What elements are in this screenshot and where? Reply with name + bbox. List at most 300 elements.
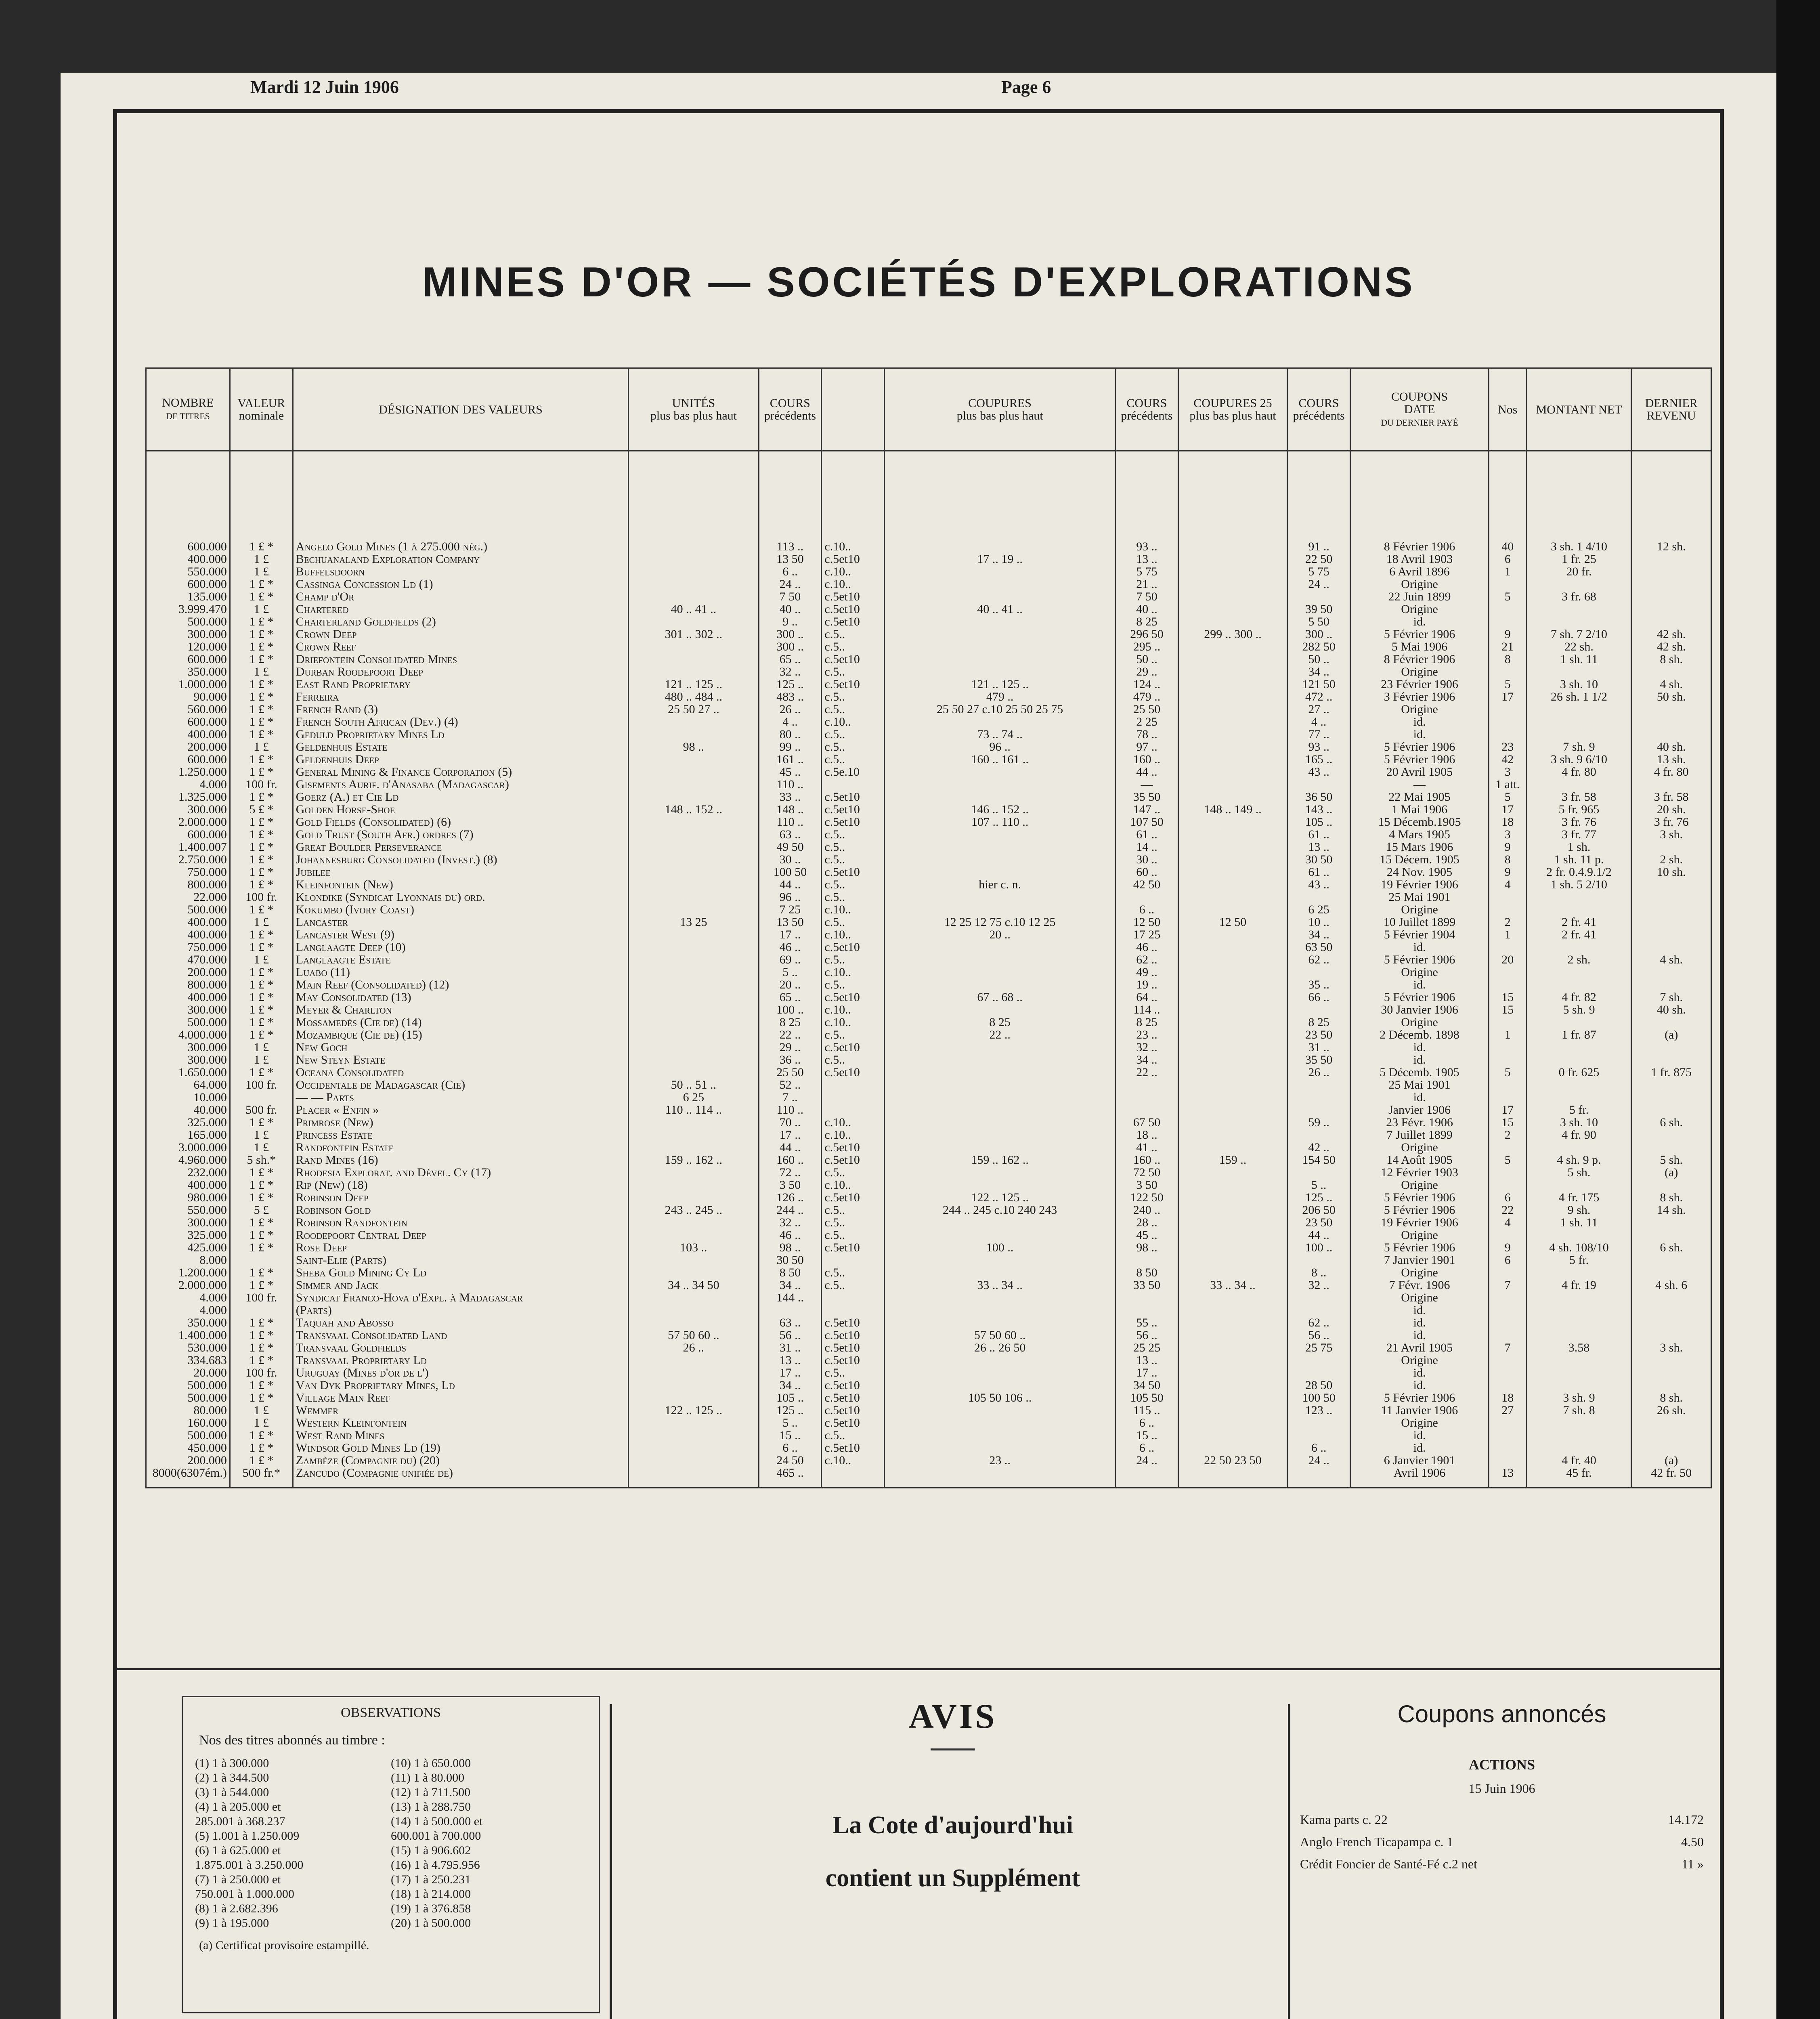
cell-montant xyxy=(1526,603,1631,615)
cell-date: id. xyxy=(1350,1054,1489,1066)
cell-type: c.5et10 xyxy=(822,615,885,628)
cell-montant xyxy=(1526,728,1631,741)
cell-unites xyxy=(629,1028,759,1041)
cell-coupures25 xyxy=(1178,678,1287,690)
cell-type: c.5.. xyxy=(822,690,885,703)
cell-date: 18 Avril 1903 xyxy=(1350,553,1489,565)
coupons-date: 15 Juin 1906 xyxy=(1468,1781,1535,1796)
cell-nombre: 8000(6307ém.) xyxy=(146,1467,230,1479)
cell-coupures xyxy=(885,1366,1115,1379)
cell-type: c.5et10 xyxy=(822,1141,885,1154)
table-row xyxy=(146,1254,1711,1266)
observation-line: (5) 1.001 à 1.250.009 xyxy=(195,1829,300,1843)
cell-nombre: 232.000 xyxy=(146,1166,230,1179)
binder-edge xyxy=(1776,0,1820,2019)
cell-valeur: 1 £ * xyxy=(230,978,293,991)
cell-montant: 7 sh. 7 2/10 xyxy=(1526,628,1631,640)
cell-designation: Randfontein Estate xyxy=(293,1141,629,1154)
cell-coupures xyxy=(885,1129,1115,1141)
cell-nombre: 22.000 xyxy=(146,891,230,903)
cell-type: c.5et10 xyxy=(822,941,885,953)
cell-designation: Sheba Gold Mining Cy Ld xyxy=(293,1266,629,1279)
cell-coupures xyxy=(885,1003,1115,1016)
table-row xyxy=(146,1003,1711,1016)
cell-revenu xyxy=(1631,1316,1711,1329)
cell-cours-3 xyxy=(1287,1467,1350,1479)
cell-cours-3: 23 50 xyxy=(1287,1028,1350,1041)
cell-cours-2: 6 .. xyxy=(1115,1442,1178,1454)
cell-nombre: 300.000 xyxy=(146,803,230,816)
cell-coupures: 73 .. 74 .. xyxy=(885,728,1115,741)
cell-montant: 3.58 xyxy=(1526,1341,1631,1354)
cell-coupures25 xyxy=(1178,1003,1287,1016)
cell-revenu: 6 sh. xyxy=(1631,1241,1711,1254)
cell-montant xyxy=(1526,1291,1631,1304)
cell-date: 23 Février 1906 xyxy=(1350,678,1489,690)
cell-coupures xyxy=(885,941,1115,953)
cell-revenu xyxy=(1631,1041,1711,1054)
cell-designation: (Parts) xyxy=(293,1304,629,1316)
cell-designation: Gold Fields (Consolidated) (6) xyxy=(293,816,629,828)
cell-nombre: 470.000 xyxy=(146,953,230,966)
cell-coupures25 xyxy=(1178,1241,1287,1254)
cell-cours-3: 123 .. xyxy=(1287,1404,1350,1417)
cell-cours-3: 91 .. xyxy=(1287,540,1350,553)
observation-line: 600.001 à 700.000 xyxy=(391,1829,481,1843)
observation-line: (13) 1 à 288.750 xyxy=(391,1800,471,1813)
cell-montant: 2 fr. 41 xyxy=(1526,928,1631,941)
cell-type: c.5.. xyxy=(822,1266,885,1279)
table-row xyxy=(146,1141,1711,1154)
cell-coupures25 xyxy=(1178,553,1287,565)
cell-cours-2: 8 50 xyxy=(1115,1266,1178,1279)
cell-revenu xyxy=(1631,1016,1711,1028)
cell-valeur xyxy=(230,1304,293,1316)
cell-numero xyxy=(1489,1304,1527,1316)
observation-line: (19) 1 à 376.858 xyxy=(391,1902,471,1915)
col-nombre: NOMBRE DE TITRES xyxy=(146,368,230,451)
cell-nombre: 600.000 xyxy=(146,828,230,841)
cell-nombre: 200.000 xyxy=(146,741,230,753)
cell-coupures xyxy=(885,628,1115,640)
cell-cours-3 xyxy=(1287,1129,1350,1141)
cell-coupures: 122 .. 125 .. xyxy=(885,1191,1115,1204)
cell-type: c.5et10 xyxy=(822,1154,885,1166)
cell-montant xyxy=(1526,1366,1631,1379)
cell-type: c.5.. xyxy=(822,1366,885,1379)
cell-unites xyxy=(629,1442,759,1454)
cell-cours: 99 .. xyxy=(759,741,822,753)
cell-date: 3 Février 1906 xyxy=(1350,690,1489,703)
cell-cours-2: 124 .. xyxy=(1115,678,1178,690)
cell-coupures xyxy=(885,1216,1115,1229)
cell-revenu xyxy=(1631,1329,1711,1341)
observations-left xyxy=(195,1756,391,1931)
observation-line: (14) 1 à 500.000 et xyxy=(391,1815,483,1828)
table-row xyxy=(146,1366,1711,1379)
cell-coupures25 xyxy=(1178,1391,1287,1404)
cell-nombre: 600.000 xyxy=(146,653,230,665)
cell-type: c.5et10 xyxy=(822,1341,885,1354)
cell-coupures xyxy=(885,1141,1115,1154)
cell-designation: Oceana Consolidated xyxy=(293,1066,629,1079)
cell-cours-2: 42 50 xyxy=(1115,878,1178,891)
cell-date: Origine xyxy=(1350,1179,1489,1191)
cell-valeur: 1 £ * xyxy=(230,540,293,553)
cell-designation: Primrose (New) xyxy=(293,1116,629,1129)
cell-revenu: (a) xyxy=(1631,1028,1711,1041)
cell-cours: 36 .. xyxy=(759,1054,822,1066)
cell-coupures25 xyxy=(1178,903,1287,916)
cell-numero xyxy=(1489,1054,1527,1066)
coupon-item xyxy=(1300,1857,1704,1872)
cell-numero: 8 xyxy=(1489,853,1527,866)
cell-cours: 160 .. xyxy=(759,1154,822,1166)
cell-unites xyxy=(629,853,759,866)
cell-cours-3: 6 25 xyxy=(1287,903,1350,916)
cell-cours-3: 24 .. xyxy=(1287,578,1350,590)
cell-designation: Charterland Goldfields (2) xyxy=(293,615,629,628)
cell-coupures25 xyxy=(1178,1417,1287,1429)
cell-montant xyxy=(1526,1379,1631,1391)
cell-cours: 96 .. xyxy=(759,891,822,903)
cell-unites xyxy=(629,1016,759,1028)
cell-revenu: 40 sh. xyxy=(1631,741,1711,753)
cell-coupures xyxy=(885,1417,1115,1429)
cell-revenu xyxy=(1631,1091,1711,1104)
cell-date: 11 Janvier 1906 xyxy=(1350,1404,1489,1417)
col-cours-2: COURS précédents xyxy=(1115,368,1178,451)
cell-coupures xyxy=(885,853,1115,866)
cell-montant: 1 fr. 87 xyxy=(1526,1028,1631,1041)
cell-numero: 5 xyxy=(1489,1066,1527,1079)
cell-designation: Buffelsdoorn xyxy=(293,565,629,578)
table-row xyxy=(146,1041,1711,1054)
cell-type: c.5.. xyxy=(822,665,885,678)
cell-date: id. xyxy=(1350,1442,1489,1454)
cell-revenu xyxy=(1631,903,1711,916)
cell-type: c.5.. xyxy=(822,640,885,653)
cell-cours-3: 28 50 xyxy=(1287,1379,1350,1391)
col-cours: COURS précédents xyxy=(759,368,822,451)
cell-cours-3 xyxy=(1287,1304,1350,1316)
cell-coupures xyxy=(885,1467,1115,1479)
cell-cours-2: 25 50 xyxy=(1115,703,1178,716)
cell-unites xyxy=(629,1041,759,1054)
cell-numero xyxy=(1489,1079,1527,1091)
cell-valeur: 1 £ xyxy=(230,916,293,928)
cell-designation: Rose Deep xyxy=(293,1241,629,1254)
cell-nombre: 1.325.000 xyxy=(146,791,230,803)
cell-type: c.5et10 xyxy=(822,553,885,565)
cell-valeur: 1 £ xyxy=(230,665,293,678)
cell-montant: 1 sh. 5 2/10 xyxy=(1526,878,1631,891)
cell-valeur: 1 £ * xyxy=(230,678,293,690)
cell-nombre: 560.000 xyxy=(146,703,230,716)
table-row xyxy=(146,1066,1711,1079)
cell-numero: 15 xyxy=(1489,991,1527,1003)
cell-cours: 63 .. xyxy=(759,828,822,841)
cell-cours: 110 .. xyxy=(759,1104,822,1116)
cell-revenu: 4 sh. xyxy=(1631,953,1711,966)
cell-coupures25 xyxy=(1178,953,1287,966)
cell-valeur: 1 £ xyxy=(230,603,293,615)
observation-line: (8) 1 à 2.682.396 xyxy=(195,1902,278,1915)
cell-numero: 7 xyxy=(1489,1279,1527,1291)
cell-nombre: 500.000 xyxy=(146,1391,230,1404)
cell-numero: 2 xyxy=(1489,1129,1527,1141)
cell-coupures25 xyxy=(1178,615,1287,628)
cell-valeur: 100 fr. xyxy=(230,1079,293,1091)
cell-numero: 5 xyxy=(1489,1154,1527,1166)
cell-cours-3: 105 .. xyxy=(1287,816,1350,828)
cell-type: c.5.. xyxy=(822,1166,885,1179)
cell-unites: 159 .. 162 .. xyxy=(629,1154,759,1166)
cell-nombre: 400.000 xyxy=(146,728,230,741)
cell-valeur xyxy=(230,1254,293,1266)
cell-cours-2: 34 50 xyxy=(1115,1379,1178,1391)
cell-designation: Main Reef (Consolidated) (12) xyxy=(293,978,629,991)
cell-date: 19 Février 1906 xyxy=(1350,1216,1489,1229)
cell-date: 20 Avril 1905 xyxy=(1350,766,1489,778)
coupon-item xyxy=(1300,1812,1704,1827)
cell-cours-3: 36 50 xyxy=(1287,791,1350,803)
cell-date: 7 Janvier 1901 xyxy=(1350,1254,1489,1266)
cell-revenu xyxy=(1631,1291,1711,1304)
cell-designation: Chartered xyxy=(293,603,629,615)
cell-date: Origine xyxy=(1350,703,1489,716)
col-designation: DÉSIGNATION DES VALEURS xyxy=(293,368,629,451)
table-row xyxy=(146,816,1711,828)
cell-designation: New Steyn Estate xyxy=(293,1054,629,1066)
cell-revenu: 4 sh. 6 xyxy=(1631,1279,1711,1291)
cell-nombre: 450.000 xyxy=(146,1442,230,1454)
cell-valeur: 1 £ * xyxy=(230,903,293,916)
cell-cours-3: 44 .. xyxy=(1287,1229,1350,1241)
cell-nombre: 2.000.000 xyxy=(146,816,230,828)
cell-valeur: 1 £ * xyxy=(230,991,293,1003)
cell-unites xyxy=(629,1304,759,1316)
table-row xyxy=(146,1016,1711,1028)
cell-cours-2: 19 .. xyxy=(1115,978,1178,991)
cell-numero: 4 xyxy=(1489,878,1527,891)
cell-cours-2: 12 50 xyxy=(1115,916,1178,928)
cell-cours-3: 143 .. xyxy=(1287,803,1350,816)
cell-unites xyxy=(629,1467,759,1479)
cell-cours-2: 44 .. xyxy=(1115,766,1178,778)
cell-unites xyxy=(629,1354,759,1366)
cell-date: id. xyxy=(1350,1041,1489,1054)
cell-coupures25 xyxy=(1178,1316,1287,1329)
cell-date: 25 Mai 1901 xyxy=(1350,1079,1489,1091)
cell-numero: 3 xyxy=(1489,828,1527,841)
page-title: MINES D'OR — SOCIÉTÉS D'EXPLORATIONS xyxy=(422,259,1415,306)
observation-line: (11) 1 à 80.000 xyxy=(391,1771,465,1784)
cell-unites xyxy=(629,578,759,590)
cell-coupures25 xyxy=(1178,1016,1287,1028)
cell-nombre: 200.000 xyxy=(146,1454,230,1467)
table-row xyxy=(146,690,1711,703)
cell-cours-2: 295 .. xyxy=(1115,640,1178,653)
cell-type: c.5et10 xyxy=(822,1241,885,1254)
cell-nombre: 4.000.000 xyxy=(146,1028,230,1041)
cell-numero xyxy=(1489,941,1527,953)
cell-valeur: 1 £ * xyxy=(230,1329,293,1341)
cell-cours-3: 59 .. xyxy=(1287,1116,1350,1129)
cell-cours: 30 50 xyxy=(759,1254,822,1266)
cell-type: c.10.. xyxy=(822,1454,885,1467)
coupons-section: ACTIONS xyxy=(1468,1757,1535,1773)
cell-montant: 26 sh. 1 1/2 xyxy=(1526,690,1631,703)
cell-coupures xyxy=(885,1442,1115,1454)
cell-numero: 17 xyxy=(1489,1104,1527,1116)
cell-cours-2: 13 .. xyxy=(1115,553,1178,565)
cell-cours-2: 14 .. xyxy=(1115,841,1178,853)
cell-numero xyxy=(1489,1179,1527,1191)
cell-designation: Cassinga Concession Ld (1) xyxy=(293,578,629,590)
cell-valeur: 1 £ * xyxy=(230,653,293,665)
cell-date: 7 Juillet 1899 xyxy=(1350,1129,1489,1141)
cell-cours: 32 .. xyxy=(759,665,822,678)
avis-notice xyxy=(622,1696,1284,1917)
cell-montant: 7 sh. 8 xyxy=(1526,1404,1631,1417)
cell-coupures25 xyxy=(1178,1216,1287,1229)
cell-coupures: 160 .. 161 .. xyxy=(885,753,1115,766)
cell-numero: 1 xyxy=(1489,928,1527,941)
cell-cours-2: 8 25 xyxy=(1115,1016,1178,1028)
cell-date: Janvier 1906 xyxy=(1350,1104,1489,1116)
cell-designation: Goerz (A.) et Cie Ld xyxy=(293,791,629,803)
cell-date: Origine xyxy=(1350,1141,1489,1154)
cell-cours-3: 8 25 xyxy=(1287,1016,1350,1028)
cell-coupures xyxy=(885,565,1115,578)
cell-cours-2: 160 .. xyxy=(1115,1154,1178,1166)
cell-cours-3: 23 50 xyxy=(1287,1216,1350,1229)
cell-cours: 52 .. xyxy=(759,1079,822,1091)
table-row xyxy=(146,791,1711,803)
cell-coupures25 xyxy=(1178,841,1287,853)
observations-box xyxy=(182,1696,600,2013)
cell-coupures xyxy=(885,1041,1115,1054)
col-revenu: DERNIER REVENU xyxy=(1631,368,1711,451)
cell-revenu: 26 sh. xyxy=(1631,1404,1711,1417)
cell-cours-3: 472 .. xyxy=(1287,690,1350,703)
cell-cours: 44 .. xyxy=(759,878,822,891)
cell-valeur: 1 £ xyxy=(230,565,293,578)
cell-type: c.5et10 xyxy=(822,1316,885,1329)
cell-revenu: 8 sh. xyxy=(1631,1391,1711,1404)
cell-coupures25 xyxy=(1178,1079,1287,1091)
cell-valeur: 1 £ * xyxy=(230,1179,293,1191)
cell-cours: 105 .. xyxy=(759,1391,822,1404)
cell-numero xyxy=(1489,1316,1527,1329)
cell-cours-3: 165 .. xyxy=(1287,753,1350,766)
cell-nombre: 800.000 xyxy=(146,978,230,991)
cell-coupures25: 12 50 xyxy=(1178,916,1287,928)
cell-designation: Rip (New) (18) xyxy=(293,1179,629,1191)
cell-revenu: 42 sh. xyxy=(1631,640,1711,653)
cell-montant: 4 fr. 40 xyxy=(1526,1454,1631,1467)
cell-cours-2: 8 25 xyxy=(1115,615,1178,628)
cell-montant: 1 sh. 11 xyxy=(1526,653,1631,665)
cell-cours-2 xyxy=(1115,1291,1178,1304)
cell-numero xyxy=(1489,1379,1527,1391)
table-row xyxy=(146,1191,1711,1204)
table-row xyxy=(146,578,1711,590)
cell-revenu: 13 sh. xyxy=(1631,753,1711,766)
cell-coupures xyxy=(885,828,1115,841)
cell-type: c.10.. xyxy=(822,1179,885,1191)
cell-revenu xyxy=(1631,978,1711,991)
cell-coupures25 xyxy=(1178,1442,1287,1454)
cell-cours-2: 107 50 xyxy=(1115,816,1178,828)
table-row xyxy=(146,1079,1711,1091)
cell-designation: Robinson Randfontein xyxy=(293,1216,629,1229)
cell-valeur: 1 £ * xyxy=(230,640,293,653)
cell-coupures: 121 .. 125 .. xyxy=(885,678,1115,690)
cell-cours-2: 122 50 xyxy=(1115,1191,1178,1204)
cell-cours: 8 50 xyxy=(759,1266,822,1279)
cell-unites: 121 .. 125 .. xyxy=(629,678,759,690)
cell-coupures: 25 50 27 c.10 25 50 25 75 xyxy=(885,703,1115,716)
cell-valeur: 100 fr. xyxy=(230,891,293,903)
cell-revenu xyxy=(1631,1429,1711,1442)
cell-montant xyxy=(1526,1442,1631,1454)
cell-montant: 1 sh. 11 xyxy=(1526,1216,1631,1229)
cell-designation: Kokumbo (Ivory Coast) xyxy=(293,903,629,916)
cell-date: 21 Avril 1905 xyxy=(1350,1341,1489,1354)
cell-designation: East Rand Proprietary xyxy=(293,678,629,690)
cell-cours-2: 2 25 xyxy=(1115,716,1178,728)
coupon-value: 14.172 xyxy=(1668,1812,1704,1827)
cell-cours-2: 30 .. xyxy=(1115,853,1178,866)
observation-line: 750.001 à 1.000.000 xyxy=(195,1887,294,1901)
cell-type: c.5.. xyxy=(822,728,885,741)
cell-valeur: 1 £ xyxy=(230,953,293,966)
cell-coupures25 xyxy=(1178,1467,1287,1479)
cell-cours-2: 55 .. xyxy=(1115,1316,1178,1329)
cell-cours-3: 5 50 xyxy=(1287,615,1350,628)
cell-montant: 3 sh. 10 xyxy=(1526,1116,1631,1129)
cell-valeur: 1 £ * xyxy=(230,1279,293,1291)
cell-cours-3: 93 .. xyxy=(1287,741,1350,753)
cell-coupures: 105 50 106 .. xyxy=(885,1391,1115,1404)
col-montant: MONTANT NET xyxy=(1526,368,1631,451)
cell-designation: Crown Reef xyxy=(293,640,629,653)
cell-numero: 9 xyxy=(1489,841,1527,853)
cell-cours: 13 50 xyxy=(759,553,822,565)
observation-line: 1.875.001 à 3.250.000 xyxy=(195,1858,304,1872)
cell-valeur: 1 £ * xyxy=(230,941,293,953)
cell-cours-3: 4 .. xyxy=(1287,716,1350,728)
cell-cours: 126 .. xyxy=(759,1191,822,1204)
cell-coupures25 xyxy=(1178,1091,1287,1104)
cell-date: Origine xyxy=(1350,665,1489,678)
cell-designation: Golden Horse-Shoe xyxy=(293,803,629,816)
cell-montant xyxy=(1526,703,1631,716)
cell-type: c.10.. xyxy=(822,540,885,553)
cell-coupures xyxy=(885,1291,1115,1304)
cell-cours-3: 5 .. xyxy=(1287,1179,1350,1191)
cell-cours-3: 30 50 xyxy=(1287,853,1350,866)
cell-revenu xyxy=(1631,1417,1711,1429)
cell-designation: Western Kleinfontein xyxy=(293,1417,629,1429)
cell-numero: 15 xyxy=(1489,1116,1527,1129)
cell-type: c.5et10 xyxy=(822,590,885,603)
cell-revenu xyxy=(1631,1104,1711,1116)
cell-numero xyxy=(1489,1291,1527,1304)
cell-montant: 9 sh. xyxy=(1526,1204,1631,1216)
